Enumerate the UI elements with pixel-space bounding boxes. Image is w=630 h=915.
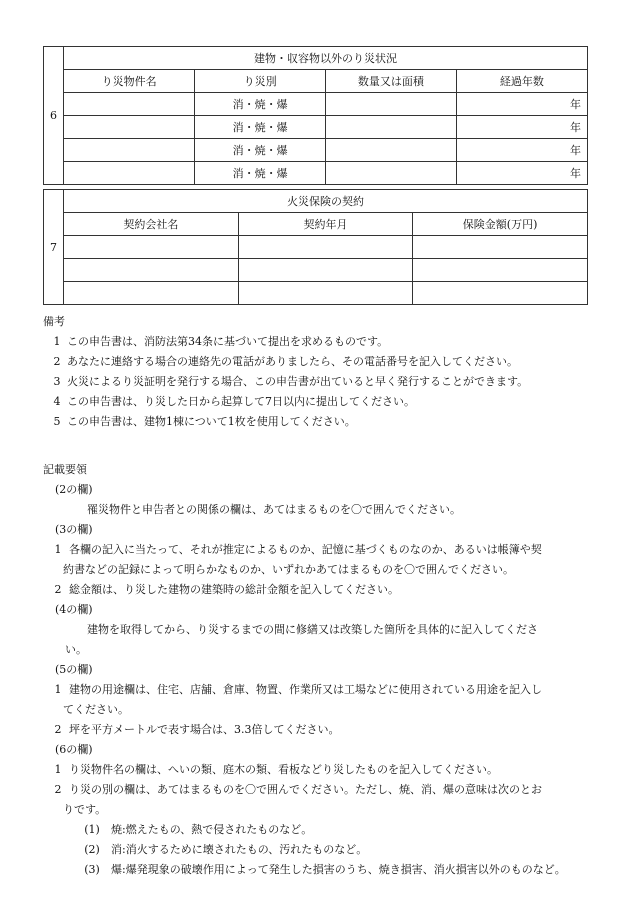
quantity-cell[interactable] (326, 93, 457, 116)
contract-date-cell[interactable] (238, 282, 412, 305)
table-row (64, 139, 587, 162)
damage-type-cell[interactable]: 消・焼・爆 (195, 162, 326, 185)
item-name-cell[interactable] (64, 162, 195, 185)
contract-date-cell[interactable] (238, 236, 412, 259)
remarks-title: 備考 (43, 315, 65, 328)
company-cell[interactable] (64, 282, 238, 305)
amount-cell[interactable] (413, 282, 587, 305)
quantity-cell[interactable] (326, 162, 457, 185)
remark-item: 3 火災によるり災証明を発行する場合、この申告書が出ていると早く発行することができます。 (53, 375, 529, 388)
instructions-section (43, 460, 593, 880)
section6-table (64, 47, 587, 184)
section3-item1-cont: 約書などの記録によって明らかなものか、いずれかあてはまるものを〇で囲んでください。 (63, 563, 514, 576)
section5-item1-cont: てください。 (63, 703, 129, 716)
contract-date-cell[interactable] (238, 259, 412, 282)
section4-text-cont: い。 (65, 643, 87, 656)
table-row (64, 93, 587, 116)
header-years: 経過年数 (456, 70, 587, 93)
damage-type-cell[interactable]: 消・焼・爆 (195, 93, 326, 116)
header-contract-date: 契約年月 (238, 213, 412, 236)
remark-item: 1 この申告書は、消防法第34条に基づいて提出を求めるものです。 (53, 335, 389, 348)
header-damage-type: り災別 (195, 70, 326, 93)
company-cell[interactable] (64, 259, 238, 282)
table-row (64, 162, 587, 185)
amount-cell[interactable] (413, 236, 587, 259)
section4-text: 建物を取得してから、り災するまでの間に修繕又は改築した箇所を具体的に記入してくださ (87, 623, 538, 636)
company-cell[interactable] (64, 236, 238, 259)
section3-heading: (3の欄) (55, 523, 93, 536)
section6-title: 建物・収容物以外のり災状況 (254, 52, 397, 65)
years-cell[interactable]: 年 (456, 162, 587, 185)
years-cell[interactable]: 年 (456, 93, 587, 116)
section4-heading: (4の欄) (55, 603, 93, 616)
years-cell[interactable]: 年 (456, 116, 587, 139)
quantity-cell[interactable] (326, 139, 457, 162)
insurance-table (43, 189, 588, 305)
section6-item2-cont: りです。 (63, 803, 107, 816)
remark-item: 2 あなたに連絡する場合の連絡先の電話がありましたら、その電話番号を記入してください。 (53, 355, 518, 368)
damage-report-table (43, 46, 588, 185)
definition-explosion: (3) 爆:爆発現象の破壊作用によって発生した損害のうち、焼き損害、消火損害以外のものなど。 (84, 863, 566, 876)
header-insured-amount: 保険金額(万円) (413, 213, 587, 236)
section5-heading: (5の欄) (55, 663, 93, 676)
header-company: 契約会社名 (64, 213, 238, 236)
remark-item: 5 この申告書は、建物1棟について1枚を使用してください。 (53, 415, 356, 428)
section6-number: 6 (44, 47, 64, 185)
section7-table (64, 190, 587, 304)
section6-heading: (6の欄) (55, 743, 93, 756)
table-row (64, 236, 587, 259)
section7-title: 火災保険の契約 (287, 195, 364, 208)
section3-item1: 1 各欄の記入に当たって、それが推定によるものか、記憶に基づくものなのか、あるいは帳簿や契 (54, 543, 542, 556)
table-row (64, 282, 587, 305)
section5-item2: 2 坪を平方メートルで表す場合は、3.3倍してください。 (54, 723, 340, 736)
section7-header-row (64, 213, 587, 236)
damage-type-cell[interactable]: 消・焼・爆 (195, 139, 326, 162)
item-name-cell[interactable] (64, 139, 195, 162)
amount-cell[interactable] (413, 259, 587, 282)
damage-type-cell[interactable]: 消・焼・爆 (195, 116, 326, 139)
section6-item2: 2 り災の別の欄は、あてはまるものを〇で囲んでください。ただし、焼、消、爆の意味は次のとお (54, 783, 542, 796)
header-item-name: り災物件名 (64, 70, 195, 93)
item-name-cell[interactable] (64, 93, 195, 116)
section6-header-row (64, 70, 587, 93)
definition-extinguish: (2) 消:消火するために壊されたもの、汚れたものなど。 (84, 843, 368, 856)
section2-heading: (2の欄) (55, 483, 93, 496)
table-row (64, 116, 587, 139)
section2-text: 罹災物件と申告者との関係の欄は、あてはまるものを〇で囲んでください。 (87, 503, 461, 516)
section6-title-row (44, 47, 588, 185)
section7-number: 7 (44, 190, 64, 305)
definition-burn: (1) 焼:燃えたもの、熱で侵されたものなど。 (84, 823, 313, 836)
header-quantity: 数量又は面積 (326, 70, 457, 93)
section6-item1: 1 り災物件名の欄は、へいの類、庭木の類、看板などり災したものを記入してください。 (54, 763, 498, 776)
table-row (64, 259, 587, 282)
remark-item: 4 この申告書は、り災した日から起算して7日以内に提出してください。 (53, 395, 415, 408)
remarks-section (43, 312, 593, 432)
item-name-cell[interactable] (64, 116, 195, 139)
instructions-title: 記載要領 (43, 463, 87, 476)
years-cell[interactable]: 年 (456, 139, 587, 162)
quantity-cell[interactable] (326, 116, 457, 139)
section3-item2: 2 総金額は、り災した建物の建築時の総計金額を記入してください。 (54, 583, 399, 596)
section5-item1: 1 建物の用途欄は、住宅、店舗、倉庫、物置、作業所又は工場などに使用されている用途を記入し (54, 683, 542, 696)
